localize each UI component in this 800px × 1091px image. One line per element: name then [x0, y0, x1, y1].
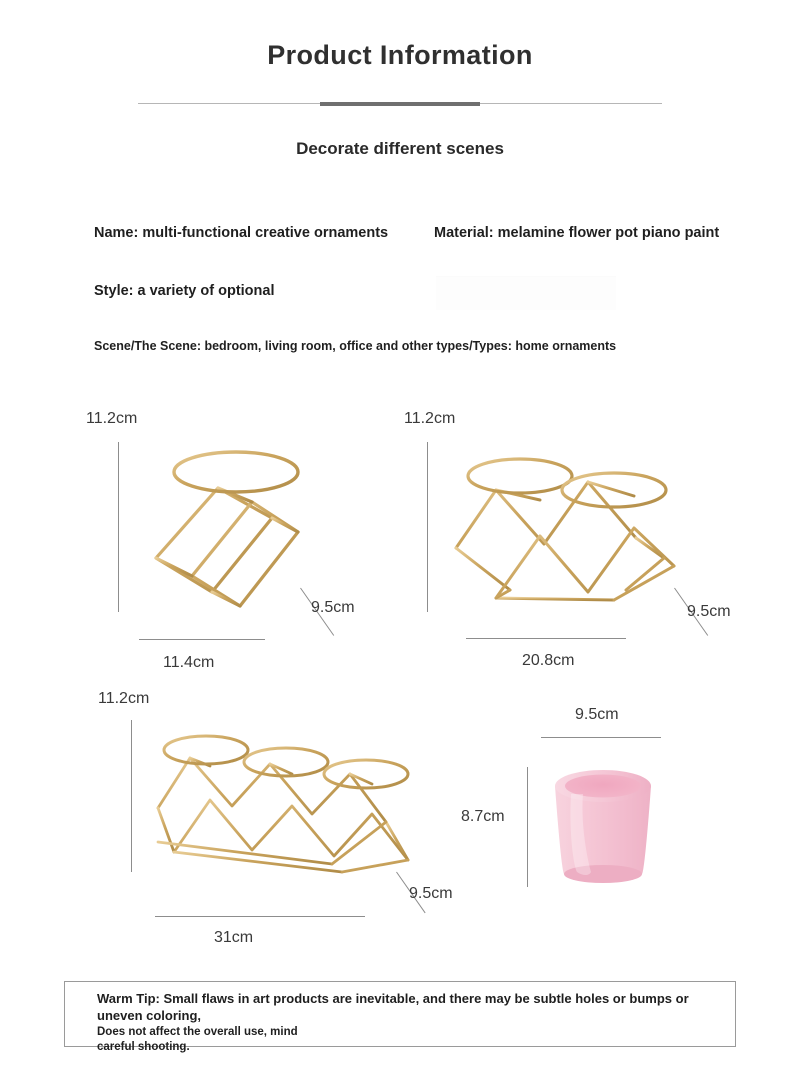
double-height-line: [427, 442, 428, 612]
triple-width-label: 31cm: [214, 929, 254, 946]
title-divider: [138, 101, 662, 107]
double-depth-label: 9.5cm: [687, 603, 731, 620]
single-height-label: 11.2cm: [86, 410, 138, 427]
pot-height-label: 8.7cm: [461, 808, 505, 825]
divider-accent-segment: [320, 102, 480, 106]
single-width-label: 11.4cm: [163, 654, 215, 671]
warm-tip-main-text: Warm Tip: Small flaws in art products are inevitable, and there may be subtle holes or bumps or uneven coloring,: [97, 991, 689, 1024]
spec-material: Material: melamine flower pot piano paint: [434, 225, 720, 241]
pot-width-line: [541, 737, 661, 738]
pot-width-label: 9.5cm: [575, 706, 619, 723]
single-width-line: [139, 639, 265, 640]
warm-tip-box: [64, 981, 736, 1053]
warm-tip-sub-text: [97, 1025, 717, 1055]
spec-name: Name: multi-functional creative ornaments: [94, 225, 389, 241]
triple-height-line: [131, 720, 132, 872]
spec-blank-placeholder: [436, 276, 616, 310]
pot-height-line: [527, 767, 528, 887]
triple-width-line: [155, 916, 365, 917]
triple-height-label: 11.2cm: [98, 690, 150, 707]
double-height-label: 11.2cm: [404, 410, 456, 427]
single-holder-illustration: [140, 440, 340, 620]
double-holder-illustration: [448, 438, 688, 623]
warm-tip-sub-line-1: Does not affect the overall use, mind: [97, 1026, 298, 1038]
triple-holder-illustration: [146, 718, 446, 898]
triple-depth-label: 9.5cm: [409, 885, 453, 902]
spec-scene: Scene/The Scene: bedroom, living room, office and other types/Types: home ornaments: [94, 339, 617, 353]
single-height-line: [118, 442, 119, 612]
spec-style: Style: a variety of optional: [94, 283, 275, 299]
flower-pot-illustration: [533, 760, 673, 895]
double-width-line: [466, 638, 626, 639]
single-depth-label: 9.5cm: [311, 599, 355, 616]
page-title: Product Information: [267, 40, 533, 70]
double-width-label: 20.8cm: [522, 652, 575, 669]
warm-tip-sub-line-2: careful shooting.: [97, 1040, 190, 1053]
page-subtitle: Decorate different scenes: [296, 139, 504, 158]
